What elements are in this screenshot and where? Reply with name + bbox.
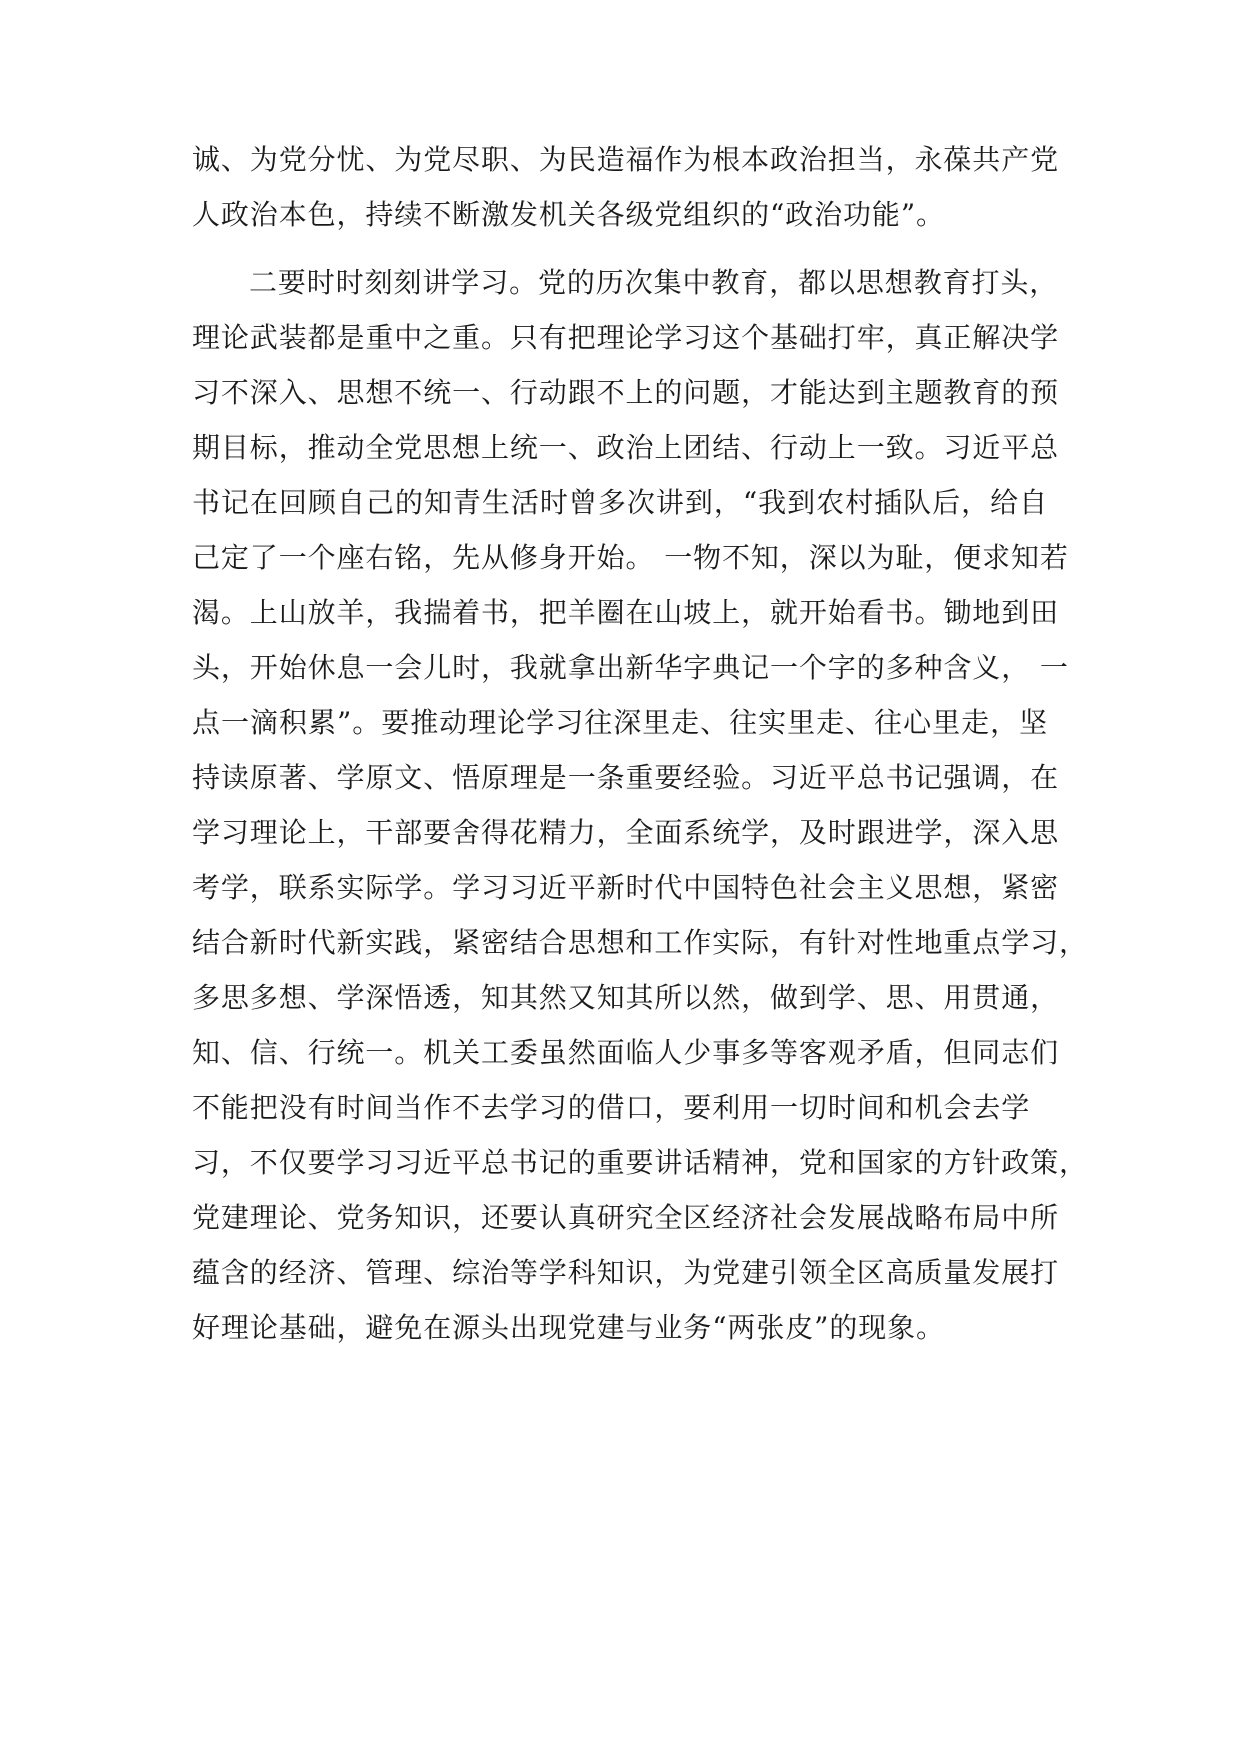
paragraph-2-line-13: 结合新时代新实践，紧密结合思想和工作实际，有针对性地重点学习， [192, 926, 1088, 959]
paragraph-2-line-10: 持读原著、学原文、悟原理是一条重要经验。习近平总书记强调，在 [192, 761, 1060, 794]
paragraph-2-line-7: 渴。上山放羊，我揣着书，把羊圈在山坡上，就开始看书。锄地到田 [192, 596, 1060, 629]
paragraph-2-line-19: 蕴含的经济、管理、综治等学科知识，为党建引领全区高质量发展打 [192, 1256, 1060, 1289]
paragraph-2-line-5: 书记在回顾自己的知青生活时曾多次讲到，“我到农村插队后，给自 [192, 486, 1048, 519]
paragraph-2-line-18: 党建理论、党务知识，还要认真研究全区经济社会发展战略布局中所 [192, 1201, 1060, 1234]
paragraph-2-line-17: 习，不仅要学习习近平总书记的重要讲话精神，党和国家的方针政策， [192, 1146, 1088, 1179]
paragraph-1-line-1: 诚、为党分忧、为党尽职、为民造福作为根本政治担当，永葆共产党 [192, 143, 1060, 176]
paragraph-2-line-11: 学习理论上，干部要舍得花精力，全面系统学，及时跟进学，深入思 [192, 816, 1060, 849]
paragraph-2-line-15: 知、信、行统一。机关工委虽然面临人少事多等客观矛盾，但同志们 [192, 1036, 1060, 1069]
paragraph-2-line-8: 头，开始休息一会儿时，我就拿出新华字典记一个字的多种含义， 一 [192, 651, 1069, 684]
paragraph-2-line-6: 己定了一个座右铭，先从修身开始。 一物不知，深以为耻，便求知若 [192, 541, 1069, 574]
paragraph-2-line-20: 好理论基础，避免在源头出现党建与业务“两张皮”的现象。 [192, 1311, 945, 1344]
paragraph-1-line-2: 人政治本色，持续不断激发机关各级党组织的“政治功能”。 [192, 198, 945, 231]
paragraph-2-line-2: 理论武装都是重中之重。只有把理论学习这个基础打牢，真正解决学 [192, 321, 1060, 354]
paragraph-2-line-9: 点一滴积累”。要推动理论学习往深里走、往实里走、往心里走，坚 [192, 706, 1048, 739]
paragraph-2-line-1: 二要时时刻刻讲学习。党的历次集中教育，都以思想教育打头， [249, 266, 1059, 299]
paragraph-2-line-12: 考学，联系实际学。学习习近平新时代中国特色社会主义思想，紧密 [192, 871, 1060, 904]
paragraph-2-line-3: 习不深入、思想不统一、行动跟不上的问题，才能达到主题教育的预 [192, 376, 1060, 409]
paragraph-2-line-14: 多思多想、学深悟透，知其然又知其所以然，做到学、思、用贯通， [192, 981, 1060, 1014]
paragraph-2-line-4: 期目标，推动全党思想上统一、政治上团结、行动上一致。习近平总 [192, 431, 1060, 464]
paragraph-2-line-16: 不能把没有时间当作不去学习的借口，要利用一切时间和机会去学 [192, 1091, 1031, 1124]
